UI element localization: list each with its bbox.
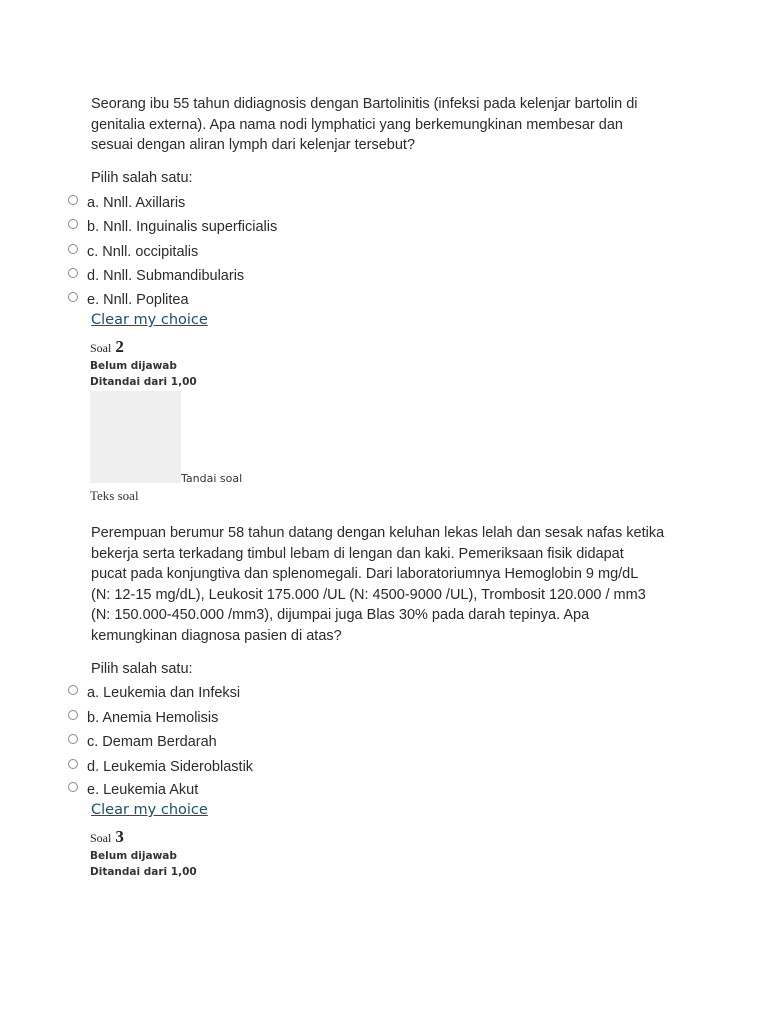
radio-icon[interactable] (68, 685, 78, 695)
question-2-option-c[interactable] (68, 731, 217, 753)
radio-icon[interactable] (68, 292, 78, 302)
question-2-number (90, 337, 124, 357)
radio-icon[interactable] (68, 219, 78, 229)
option-label: b. Nnll. Inguinalis superficialis (87, 219, 278, 235)
option-label: e. Leukemia Akut (87, 782, 199, 798)
question-2-status: Belum dijawab (90, 360, 177, 372)
question-2-clear-choice-link[interactable]: Clear my choice (91, 802, 208, 818)
soal-number: 3 (115, 827, 124, 846)
flag-image-placeholder (90, 391, 181, 483)
question-3-number (90, 827, 124, 847)
question-1-option-c[interactable] (68, 241, 198, 263)
option-label: c. Demam Berdarah (87, 734, 217, 750)
question-1-option-d[interactable] (68, 265, 244, 287)
question-1-option-b[interactable] (68, 216, 277, 238)
question-2-option-d[interactable] (68, 756, 253, 778)
question-2-line: (N: 150.000-450.000 /mm3), dijumpai juga Blas 30% pada darah tepinya. Apa (91, 607, 590, 624)
question-2-option-b[interactable] (68, 707, 218, 729)
flag-question-link[interactable]: Tandai soal (181, 472, 243, 485)
radio-icon[interactable] (68, 268, 78, 278)
question-1-clear-choice-link[interactable]: Clear my choice (91, 312, 208, 328)
radio-icon[interactable] (68, 710, 78, 720)
question-2-line: bekerja serta terkadang timbul lebam di lengan dan kaki. Pemeriksaan fisik didapat (91, 545, 624, 562)
question-1-text (91, 94, 691, 156)
option-label: d. Leukemia Sideroblastik (87, 759, 254, 775)
question-2-line: pucat pada konjungtiva dan splenomegali. Dari laboratoriumnya Hemoglobin 9 mg/dL (91, 566, 639, 583)
question-2-line: Perempuan berumur 58 tahun datang dengan keluhan lekas lelah dan sesak nafas ketika (91, 525, 665, 541)
question-1-line: genitalia externa). Apa nama nodi lymphatici yang berkemungkinan membesar dan (91, 116, 623, 133)
question-2-option-e[interactable] (68, 779, 198, 801)
question-1-line: Seorang ibu 55 tahun didiagnosis dengan Bartolinitis (infeksi pada kelenjar bartolin di (91, 96, 638, 112)
option-label: a. Leukemia dan Infeksi (87, 685, 241, 701)
option-label: d. Nnll. Submandibularis (87, 268, 245, 284)
question-1-line: sesuai dengan aliran lymph dari kelenjar tersebut? (91, 137, 416, 154)
option-label: a. Nnll. Axillaris (87, 195, 186, 211)
question-2-marks: Ditandai dari 1,00 (90, 376, 197, 388)
question-3-meta (90, 848, 197, 880)
radio-icon[interactable] (68, 195, 78, 205)
radio-icon[interactable] (68, 782, 78, 792)
soal-label: Soal (90, 831, 112, 845)
question-2-line: kemungkinan diagnosa pasien di atas? (91, 627, 342, 644)
question-1-prompt: Pilih salah satu: (91, 170, 193, 186)
soal-number: 2 (115, 337, 124, 356)
question-1-option-e[interactable] (68, 289, 189, 311)
option-label: b. Anemia Hemolisis (87, 710, 219, 726)
option-label: e. Nnll. Poplitea (87, 292, 189, 308)
question-2-line: (N: 12-15 mg/dL), Leukosit 175.000 /UL (N: 4500-9000 /UL), Trombosit 120.000 / mm3 (91, 586, 646, 603)
question-2-prompt: Pilih salah satu: (91, 661, 193, 677)
question-2-option-a[interactable] (68, 682, 240, 704)
question-1-option-a[interactable] (68, 192, 185, 214)
soal-label: Soal (90, 341, 112, 355)
radio-icon[interactable] (68, 244, 78, 254)
question-3-status: Belum dijawab (90, 850, 177, 862)
radio-icon[interactable] (68, 734, 78, 744)
question-3-marks: Ditandai dari 1,00 (90, 866, 197, 878)
option-label: c. Nnll. occipitalis (87, 244, 199, 260)
question-2-meta (90, 358, 197, 390)
question-2-text (91, 523, 691, 647)
question-text-label: Teks soal (90, 488, 139, 503)
radio-icon[interactable] (68, 759, 78, 769)
